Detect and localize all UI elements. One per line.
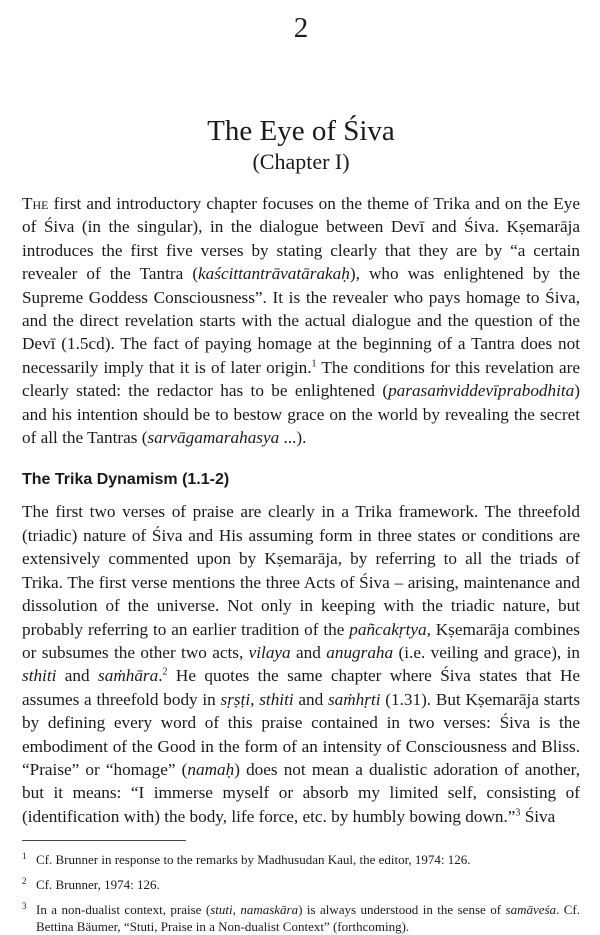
sanskrit-term: sarvāgamarahasya xyxy=(147,428,280,448)
body-text: and xyxy=(56,666,99,686)
footnote-3: 3 In a non-dualist context, praise (stuti, namaskāra) is always understood in the sense of samāveśa. Cf. Bettina Bäumer, “Stuti, Praise in a Non-dualist Context” (forthcoming). xyxy=(22,900,581,935)
sanskrit-term: pañcakṛtya xyxy=(349,619,427,639)
intro-text: The conditions for this revelation are clearly stated: the redactor has to be enlightened ( xyxy=(22,357,581,401)
sanskrit-term: anugraha xyxy=(326,642,394,662)
footnote-ref: 3 xyxy=(515,807,521,819)
body-text: and xyxy=(290,642,327,662)
sanskrit-term: saṁhṛti xyxy=(327,689,381,709)
body-text: , Kṣemarāja combines or subsumes the other two acts, xyxy=(22,619,580,662)
body-text: The first two verses of praise are clearly in a Trika framework. The threefold (triadic) nature of Śiva and His assuming form in three states or conditions are extensively commented upon by Kṣemarāja, by referring to all the triads of Trika. The first verse mentions the three Acts of Śiva – arising, maintenance and dissolution of the universe. Not only in keeping with the triadic nature, but probably referring to an earlier tradition of the xyxy=(22,502,580,639)
footnote-text: In a non-dualist context, praise ( xyxy=(36,902,211,918)
footnote-text: ) is always understood in the sense of xyxy=(298,902,506,918)
intro-text: ...). xyxy=(279,428,307,448)
intro-paragraph xyxy=(22,192,580,449)
section-heading: The Trika Dynamism (1.1-2) xyxy=(22,471,230,489)
sanskrit-term: samāveśa xyxy=(505,902,557,918)
footnote-text: , xyxy=(232,902,241,918)
sanskrit-term: namaskāra xyxy=(240,902,299,918)
body-text: He quotes the same chapter where Śiva states that He assumes a threefold body in xyxy=(22,666,580,709)
body-text: (1.31). But Kṣemarāja starts by defining every word of this praise contained in two verses: Śiva is the embodiment of the Good in the form of an intensity of Consciousness and Bliss. “Praise” or “homage” ( xyxy=(22,689,581,779)
footnote-1: 1 Cf. Brunner in response to the remarks by Madhusudan Kaul, the editor, 1974: 126. xyxy=(22,850,471,868)
sanskrit-term: kaścittantrāvatārakaḥ xyxy=(198,264,350,284)
chapter-number: 2 xyxy=(293,12,309,44)
body-text: (i.e. veiling and grace), in xyxy=(393,642,580,662)
body-text: ) does not mean a dualistic adoration of another, but it means: “I immerse myself or absorb my limited self, consisting of (identification with) the body, life force, etc. by humbly bowing down.” xyxy=(22,759,580,826)
footnote-ref: 1 xyxy=(311,358,317,370)
sanskrit-term: sthiti xyxy=(22,666,57,686)
sanskrit-term: sṛṣṭi xyxy=(220,689,251,709)
chapter-title: The Eye of Śiva xyxy=(207,115,395,147)
sanskrit-term: saṁhāra xyxy=(98,666,159,686)
footnote-divider xyxy=(22,840,186,841)
sanskrit-term: parasaṁviddevīprabodhita xyxy=(388,381,575,401)
body-text: and xyxy=(293,689,328,709)
section-paragraph xyxy=(22,500,580,828)
footnote-text: . Cf. Bettina Bäumer, “Stuti, Praise in a Non-dualist Context” (forthcoming). xyxy=(36,902,581,935)
footnote-2: 2 Cf. Brunner, 1974: 126. xyxy=(22,875,160,893)
sanskrit-term: sthiti xyxy=(259,689,294,709)
footnote-text: Cf. Brunner, 1974: 126. xyxy=(36,877,160,893)
footnote-text: Cf. Brunner in response to the remarks by Madhusudan Kaul, the editor, 1974: 126. xyxy=(36,852,471,868)
sanskrit-term: stuti xyxy=(210,902,233,918)
intro-dropword: The xyxy=(22,194,49,213)
chapter-subtitle: (Chapter I) xyxy=(252,149,350,174)
sanskrit-term: vilaya xyxy=(248,642,291,662)
intro-text: first and introductory chapter focuses on the theme of Trika and on the Eye of Śiva (in the singular), in the dialogue between Devī and Śiva. Kṣemarāja introduces the first five verses by stating clearly that they are by “a certain revealer of the Tantra ( xyxy=(22,194,580,284)
body-text: . xyxy=(158,666,163,686)
sanskrit-term: namaḥ xyxy=(187,759,235,779)
footnote-ref: 2 xyxy=(162,666,168,678)
body-text: Śiva xyxy=(520,806,556,826)
intro-text: ), who was enlightened by the Supreme Goddess Consciousness”. It is the revealer who pays homage to Śiva, and the direct revelation starts with the actual dialogue and the question of the Devī (1.5cd). The fact of paying homage at the beginning of a Tantra does not necessarily imply that it is of later origin. xyxy=(22,264,580,377)
intro-text: ) and his intention should be to bestow grace on the world by revealing the secret of all the Tantras ( xyxy=(22,381,580,448)
body-text: , xyxy=(250,689,260,709)
